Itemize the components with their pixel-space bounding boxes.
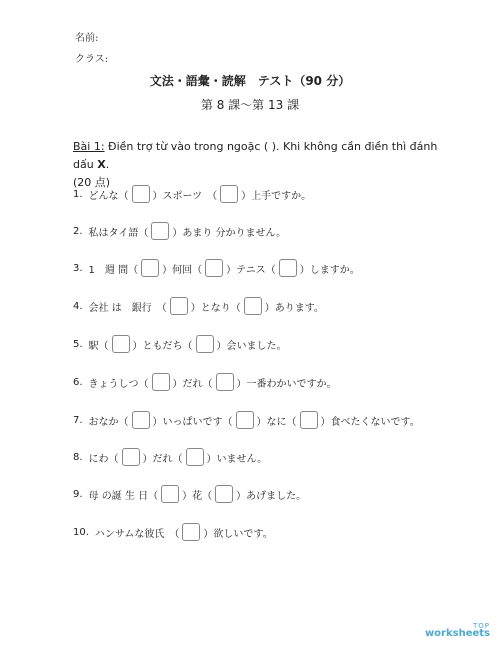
exercise-label: Bài 1:	[73, 140, 105, 153]
answer-box[interactable]	[205, 259, 223, 277]
topworksheets-logo	[425, 622, 490, 639]
answer-box[interactable]	[151, 222, 169, 240]
instruction-end: .	[105, 158, 110, 171]
question-row	[73, 334, 287, 354]
question-row	[73, 184, 311, 204]
question-number: 10.	[73, 526, 89, 538]
question-text: ハンサムな彼氏 （	[94, 528, 180, 540]
answer-box[interactable]	[220, 185, 238, 203]
question-text: ）欲しいです。	[203, 528, 273, 540]
question-row	[73, 296, 324, 316]
question-number: 3.	[73, 262, 83, 274]
question-text: ）一番わかいですか。	[236, 378, 337, 390]
question-row	[73, 410, 420, 430]
answer-box[interactable]	[236, 411, 254, 429]
question-text: ）となり（	[190, 302, 241, 314]
question-text: ）テニス（	[226, 264, 276, 276]
answer-box[interactable]	[112, 335, 130, 353]
question-text: ）なに（	[256, 416, 297, 428]
answer-box[interactable]	[300, 411, 318, 429]
answer-box[interactable]	[186, 448, 204, 466]
question-text: ）食べたくないです。	[320, 416, 420, 428]
question-text: ）ともだち（	[132, 340, 193, 352]
question-text: きょうしつ（	[88, 378, 149, 390]
question-text: 1 週 間（	[88, 264, 139, 276]
question-row	[73, 258, 360, 278]
question-row	[73, 522, 273, 542]
points-label: (20 点)	[73, 176, 111, 189]
question-text: ）いません。	[206, 453, 268, 465]
question-text: ）会いました。	[216, 340, 287, 352]
question-text: 会社 は 銀行 （	[88, 302, 167, 314]
question-text: ）あげました。	[236, 490, 307, 502]
question-row	[73, 372, 337, 392]
question-text: どんな（	[88, 190, 129, 202]
answer-box[interactable]	[170, 297, 188, 315]
question-number: 6.	[73, 376, 83, 388]
answer-box[interactable]	[161, 485, 179, 503]
instruction-mark: X	[97, 158, 106, 171]
instruction-text: Điền trợ từ vào trong ngoặc ( ). Khi không cần điền thì đánh dấu	[73, 140, 438, 171]
question-text: ）だれ（	[142, 453, 183, 465]
answer-box[interactable]	[196, 335, 214, 353]
question-text: 駅（	[88, 340, 109, 352]
answer-box[interactable]	[244, 297, 262, 315]
question-text: ）いっぱいです（	[152, 416, 233, 428]
answer-box[interactable]	[132, 411, 150, 429]
question-text: ）花（	[182, 490, 213, 502]
question-text: 私はタイ語（	[88, 227, 149, 239]
question-text: ）しますか。	[299, 264, 360, 276]
answer-box[interactable]	[215, 485, 233, 503]
answer-box[interactable]	[122, 448, 140, 466]
answer-box[interactable]	[132, 185, 150, 203]
question-text: ）上手ですか。	[241, 190, 312, 202]
page-subtitle: 第 8 課〜第 13 課	[200, 98, 300, 112]
question-number: 1.	[73, 188, 83, 200]
question-text: ）あまり 分かりません。	[172, 227, 287, 239]
answer-box[interactable]	[141, 259, 159, 277]
page-title: 文法・語彙・読解 テスト（90 分）	[149, 74, 351, 88]
question-number: 8.	[73, 451, 83, 463]
name-label: 名前:	[75, 33, 99, 44]
question-text: 母 の誕 生 日（	[88, 490, 159, 502]
question-text: ）何回（	[162, 264, 203, 276]
question-row	[73, 484, 306, 504]
question-row	[73, 221, 286, 241]
question-text: ）だれ（	[172, 378, 213, 390]
question-number: 9.	[73, 488, 83, 500]
answer-box[interactable]	[279, 259, 297, 277]
answer-box[interactable]	[182, 523, 200, 541]
logo-name: worksheets	[424, 628, 490, 639]
logo-top: TOP	[472, 622, 490, 630]
question-text: おなか（	[88, 416, 129, 428]
question-text: ）スポーツ （	[152, 190, 218, 202]
class-label: クラス:	[75, 54, 109, 65]
question-text: にわ（	[88, 453, 119, 465]
question-row	[73, 447, 267, 467]
answer-box[interactable]	[152, 373, 170, 391]
question-number: 4.	[73, 300, 83, 312]
question-number: 2.	[73, 225, 83, 237]
question-number: 7.	[73, 414, 83, 426]
question-number: 5.	[73, 338, 83, 350]
answer-box[interactable]	[216, 373, 234, 391]
question-text: ）あります。	[264, 302, 324, 314]
